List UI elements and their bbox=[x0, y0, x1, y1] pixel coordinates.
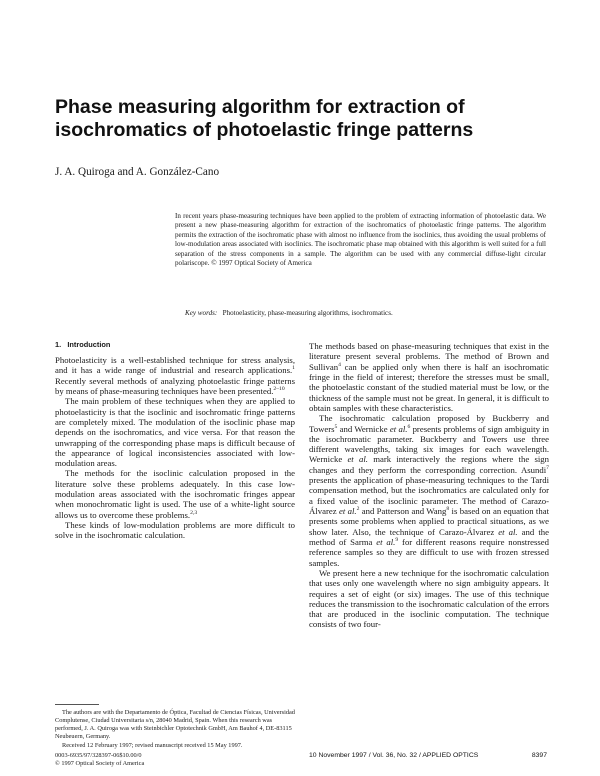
footnote-affiliation: The authors are with the Departamento de Óptica, Facultad de Ciencias Físicas, Universidad Complutense, Ciudad Universitaria s/n, 28040 Madrid, Spain. When this research was performed, J. A. Quiroga was with Steinbichler Optotechnik GmbH, Am Bauhof 4, DE-83115 Neubeuern, Germany. bbox=[55, 709, 295, 741]
keywords bbox=[185, 309, 545, 318]
left-column bbox=[55, 339, 295, 541]
paragraph: The isochromatic calculation proposed by Buckberry and Towers$^5$ and Wernicke et al.$^6$ presents problems of sign ambiguity in the isochromatic parameter. Buckberry and Towers use three different wavelengths, taking six images for each wavelength. Wernicke et al. mark interactively the regions where the sign changes and they perform the corresponding correction. Asundi$^7$ presents the application of phase-measuring techniques to the Tardi compensation method, but the isochromatics are calculated only for a fixed value of the isoclinic parameter. The method of Carazo-Álvarez et al.$^2$ and Patterson and Wang$^8$ is based on an equation that presents some problems when applied to practical situations, as we show later. Also, the technique of Carazo-Álvarez et al. and the method of Sarma et al.$^9$ for different reasons require nonstressed reference samples so they are difficult to use with frozen stressed samples. bbox=[309, 413, 550, 568]
abstract: In recent years phase-measuring techniques have been applied to the problem of extracting information of photoelastic data. We present a new phase-measuring algorithm for extraction of the isochromatics of photoelastic fringe patterns. The algorithm permits the extraction of the isochromatic phase with almost no influence from the isoclinics, thus avoiding the usual problems of low-modulation areas associated with isoclinics. The isochromatic phase map obtained with this algorithm is well suited for a full separation of the stress components in a sample. The algorithm can be used with any commercial diffuse-light circular polariscope. © 1997 Optical Society of America bbox=[175, 212, 546, 268]
paragraph: These kinds of low-modulation problems are more difficult to solve in the isochromatic calculation. bbox=[55, 520, 295, 541]
section-heading bbox=[55, 339, 295, 351]
section-title: Introduction bbox=[67, 340, 111, 349]
paragraph: Photoelasticity is a well-established technique for stress analysis, and it has a wide range of industrial and research applications.$^1$ Recently several methods of analyzing photoelastic fringe patterns by means of phase-measuring techniques have been presented.$^{2-10}$ bbox=[55, 355, 295, 396]
keywords-text: Photoelasticity, phase-measuring algorithms, isochromatics. bbox=[222, 309, 393, 317]
footnote-received: Received 12 February 1997; revised manuscript received 15 May 1997. bbox=[62, 741, 243, 749]
paragraph: The methods based on phase-measuring techniques that exist in the literature present several problems. The method of Brown and Sullivan$^4$ can be applied only when there is half an isochromatic fringe in the field of interest; therefore the stresses must be small, the photoelastic constant of the studied material must be low, or the thickness of the sample must not be great. In general, it is difficult to obtain samples with these characteristics. bbox=[309, 341, 549, 413]
paragraph: The methods for the isoclinic calculation proposed in the literature solve these problems adequately. In this case low-modulation areas associated with the isochromatic fringes appear when monochromatic light is used. The use of a white-light source allows us to overcome these problems.$^{2,3}$ bbox=[55, 468, 295, 520]
footnote-rule bbox=[55, 704, 99, 705]
paper-title: Phase measuring algorithm for extraction of isochromatics of photoelastic fringe patterns bbox=[55, 96, 474, 141]
paragraph: The main problem of these techniques when they are applied to photoelasticity is that the isoclinic and isochromatic fringe patterns are completely mixed. The modulation of the isoclinic phase map depends on the isochromatics, and vice versa. For that reason the unwrapping of the corresponding phase maps is difficult because of the appearance of logical inconsistencies associated with low-modulation areas. bbox=[55, 396, 295, 469]
keywords-label: Key words: bbox=[185, 309, 218, 317]
section-number: 1. bbox=[55, 340, 62, 349]
footnotes bbox=[55, 709, 295, 768]
journal-citation: 10 November 1997 / Vol. 36, No. 32 / APPLIED OPTICS bbox=[309, 752, 479, 759]
page-number: 8397 bbox=[531, 752, 547, 759]
journal-footer bbox=[309, 752, 547, 759]
paragraph: We present here a new technique for the isochromatic calculation that uses only one wavelength where no sign ambiguity appears. It requires a set of eight (or six) images. The use of this technique reduces the transmission to the isochromatic calculation of the errors that are produced in the isoclinic computation. The technique consists of two four- bbox=[309, 567, 549, 630]
footnote-copyright: © 1997 Optical Society of America bbox=[55, 759, 145, 767]
right-column bbox=[309, 341, 549, 630]
authors: J. A. Quiroga and A. González-Cano bbox=[55, 166, 220, 178]
footnote-code: 0003-6935/97/328397-06$10.00/0 bbox=[55, 751, 142, 759]
